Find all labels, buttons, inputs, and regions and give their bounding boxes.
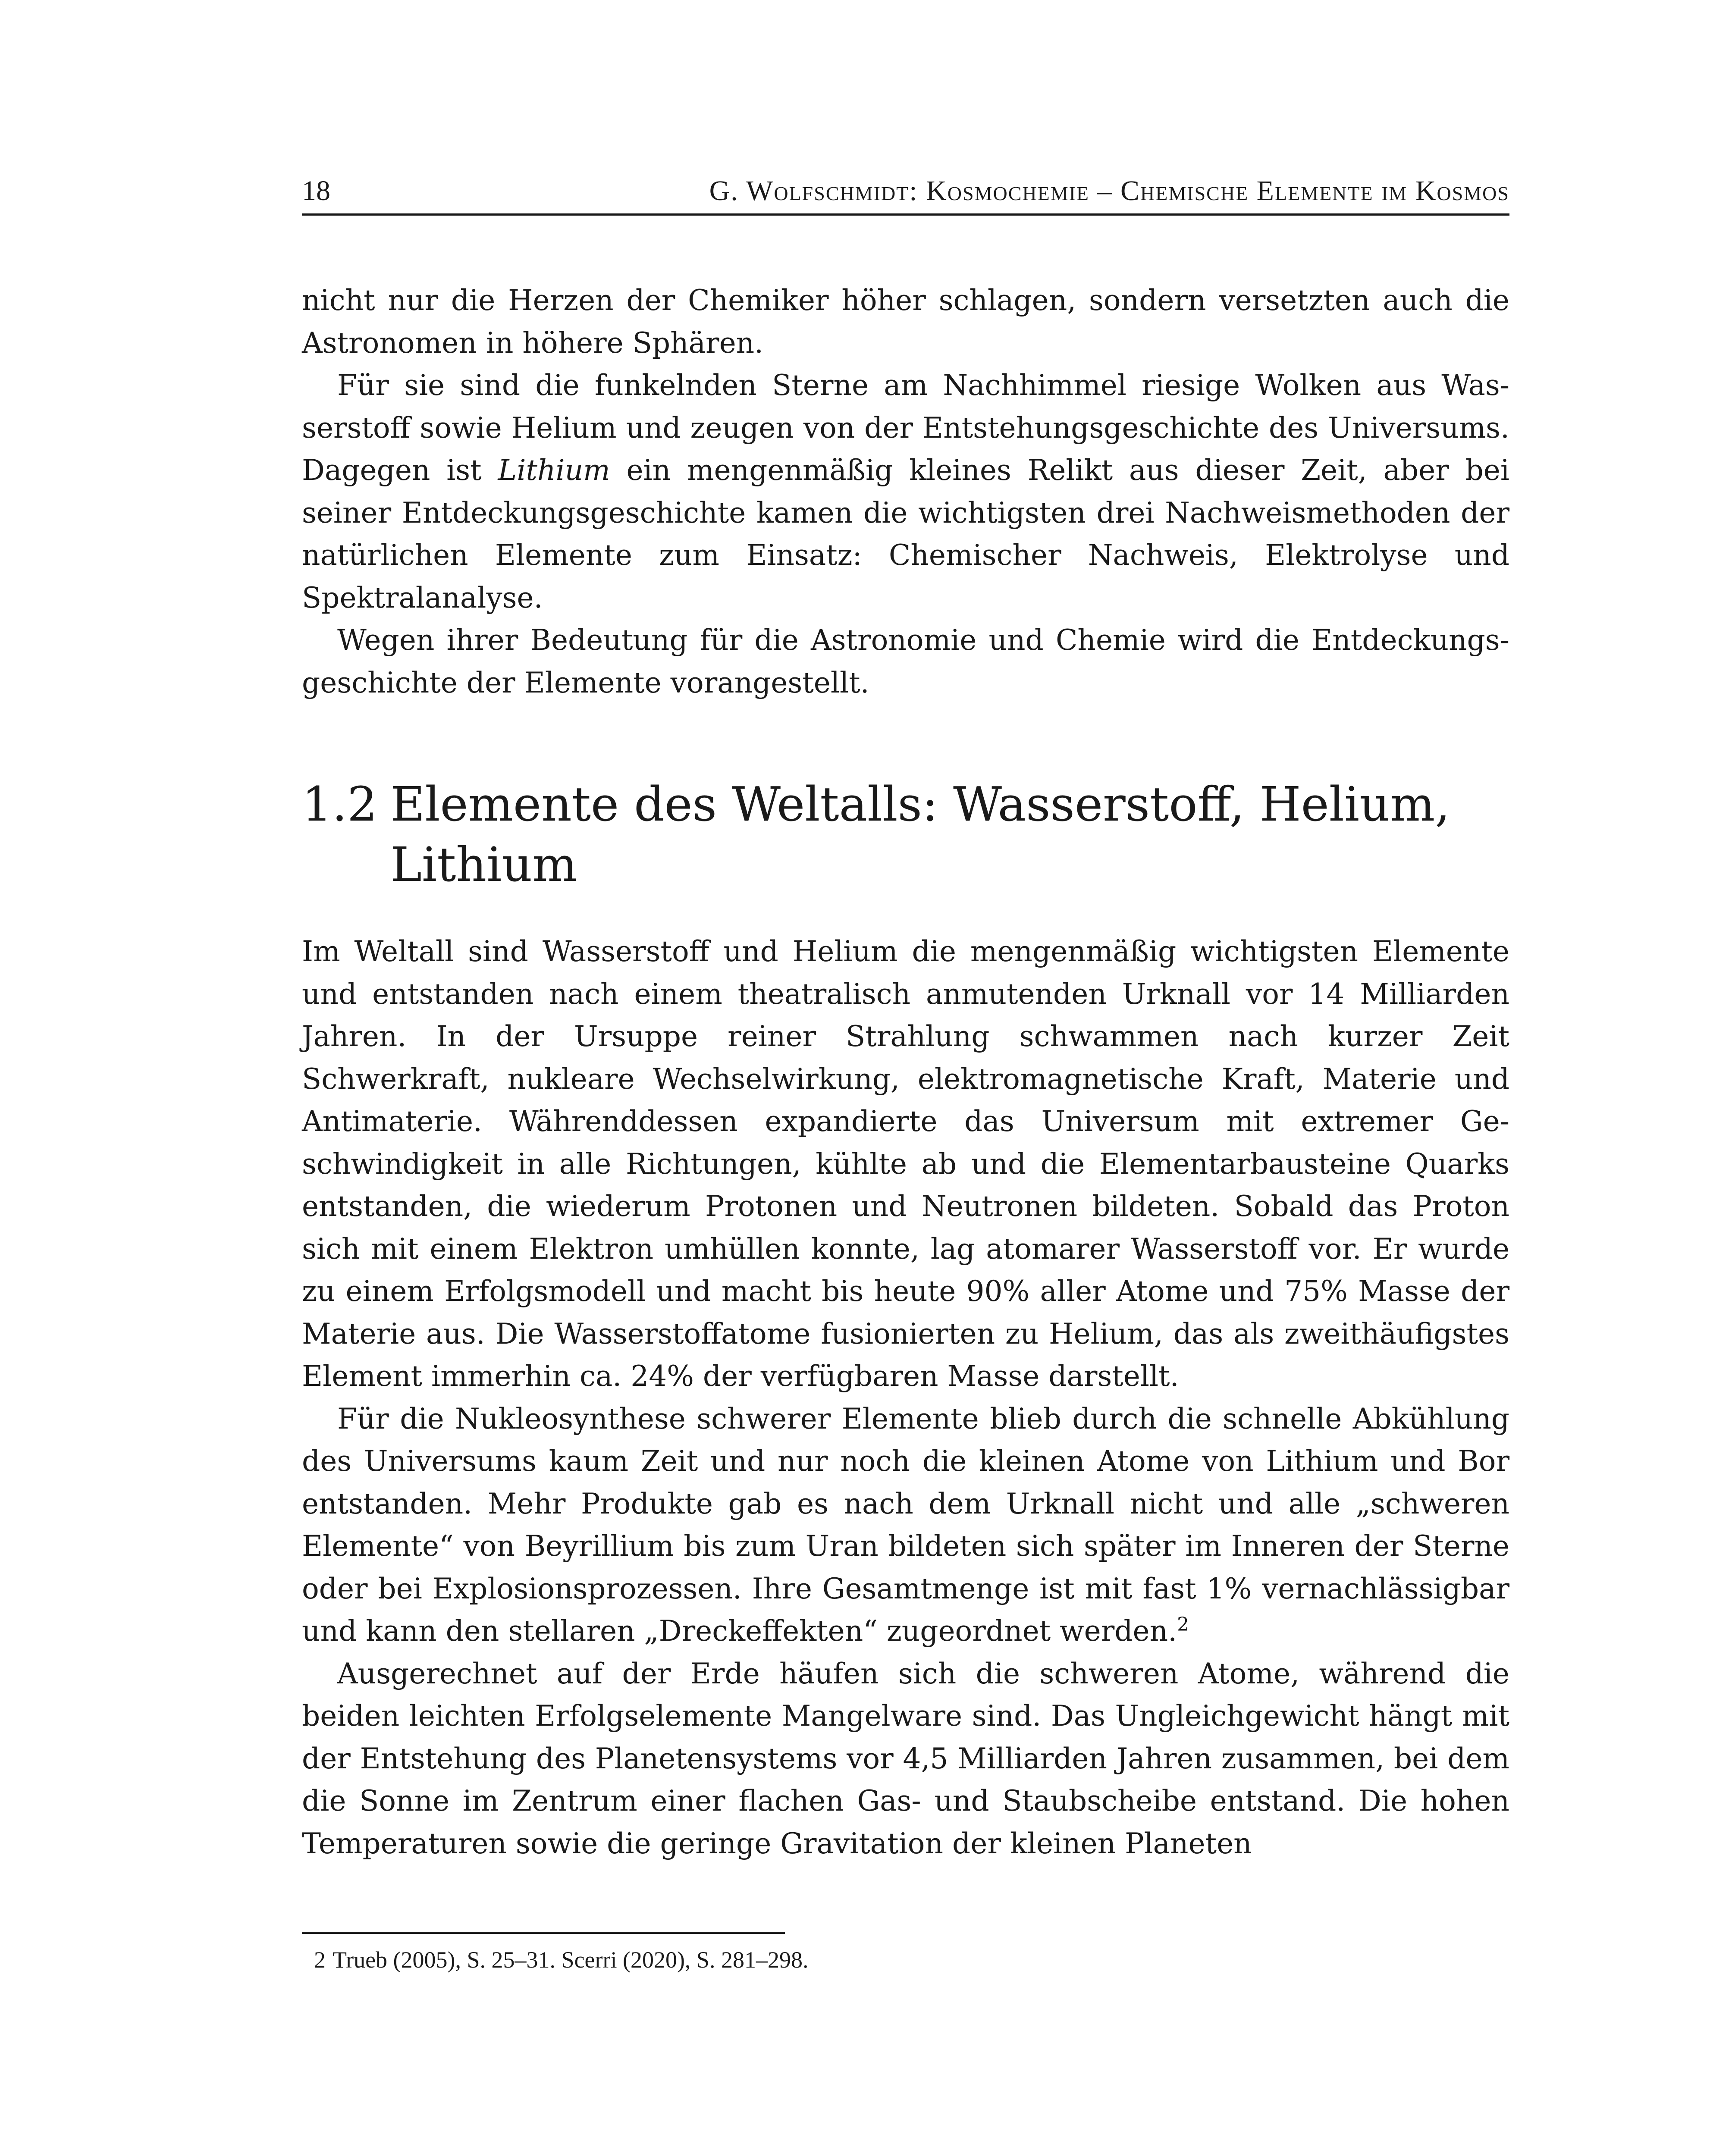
paragraph: Im Weltall sind Wasserstoff und Helium die mengenmäßig wichtigsten Elemente und entstanden nach einem theatralisch anmutenden Urknall vor 14 Milliarden Jahren. In der Ursuppe reiner Strahlung schwammen nach kurzer Zeit Schwerkraft, nukleare Wechselwirkung, elektromagnetische Kraft, Materie und Antimaterie. Währenddessen expandierte das Universum mit extremer Geschwindigkeit in alle Richtungen, kühlte ab und die Elementarbausteine Quarks entstanden, die wiederum Protonen und Neutronen bildeten. Sobald das Proton sich mit einem Elektron umhüllen konnte, lag atomarer Wasserstoff vor. Er wurde zu einem Erfolgsmodell und macht bis heute 90% aller Atome und 75% Masse der Materie aus. Die Wasserstoffatome fusionierten zu Helium, das als zweithäufigstes Element immerhin ca. 24% der verfügbaren Masse darstellt. (302, 935, 1509, 1393)
running-title: G. Wolfschmidt: Kosmochemie – Chemische Elemente im Kosmos (709, 175, 1509, 207)
footnote-text: Trueb (2005), S. 25–31. Scerri (2020), S. 281–298. (333, 1947, 809, 1973)
footnote-reference[interactable]: 2 (1177, 1614, 1189, 1636)
footnote-mark: 2 (314, 1947, 326, 1973)
paragraph: Ausgerechnet auf der Erde häufen sich die schweren Atome, während die beiden leichten Erfolgselemente Mangelware sind. Das Ungleichgewicht hängt mit der Entstehung des Planetensystems vor 4,5 Milliarden Jahren zusammen, bei dem die Sonne im Zentrum einer flachen Gas- und Staubscheibe entstand. Die hohen Temperaturen sowie die geringe Gravitation der kleinen Planeten (302, 1657, 1509, 1860)
paragraph (302, 1398, 1509, 1653)
intro-text (302, 279, 1509, 704)
footnote (302, 1943, 1509, 1977)
section-heading (302, 774, 1509, 895)
paragraph: nicht nur die Herzen der Chemiker höher schlagen, sondern versetzten auch die Astronomen in höhere Sphären. (302, 284, 1509, 360)
paragraph-text: Für die Nukleosynthese schwerer Elemente blieb durch die schnelle Abkühlung des Universums kaum Zeit und nur noch die kleinen Atome von Lithium und Bor entstanden. Mehr Produkte gab es nach dem Urknall nicht und alle „schweren Elemente“ von Beyrillium bis zum Uran bildeten sich später im Inneren der Sterne oder bei Explosionsprozessen. Ihre Gesamtmenge ist mit fast 1% vernachlässigbar und kann den stellaren „Dreckeffekten“ zugeordnet werden. (302, 1402, 1509, 1648)
paragraph (302, 364, 1509, 619)
section-body (302, 931, 1509, 1865)
running-header (302, 166, 1509, 216)
emphasis-lithium: Lithium (498, 454, 610, 487)
paragraph-text: ein mengenmäßig kleines Relikt aus dieser Zeit, aber bei seiner Entdeckungsgeschichte kamen die wichtigsten drei Nachweismethoden der natürlichen Elemente zum Einsatz: Chemischer Nachweis, Elektrolyse und Spektralanalyse. (302, 454, 1509, 614)
page-number: 18 (302, 175, 330, 207)
paragraph: Wegen ihrer Bedeutung für die Astronomie und Chemie wird die Entdeckungsgeschichte der Elemente vorangestellt. (302, 624, 1509, 699)
section-number: 1.2 (302, 777, 377, 832)
paragraph-text: Für sie sind die funkelnden Sterne am Nachhimmel riesige Wolken aus Wasserstoff sowie Helium und zeugen von der Entstehungsgeschichte des Universums. Dagegen ist (302, 369, 1509, 487)
section-title: Elemente des Weltalls: Wasserstoff, Helium, Lithium (390, 777, 1450, 892)
footnote-divider (302, 1932, 785, 1934)
